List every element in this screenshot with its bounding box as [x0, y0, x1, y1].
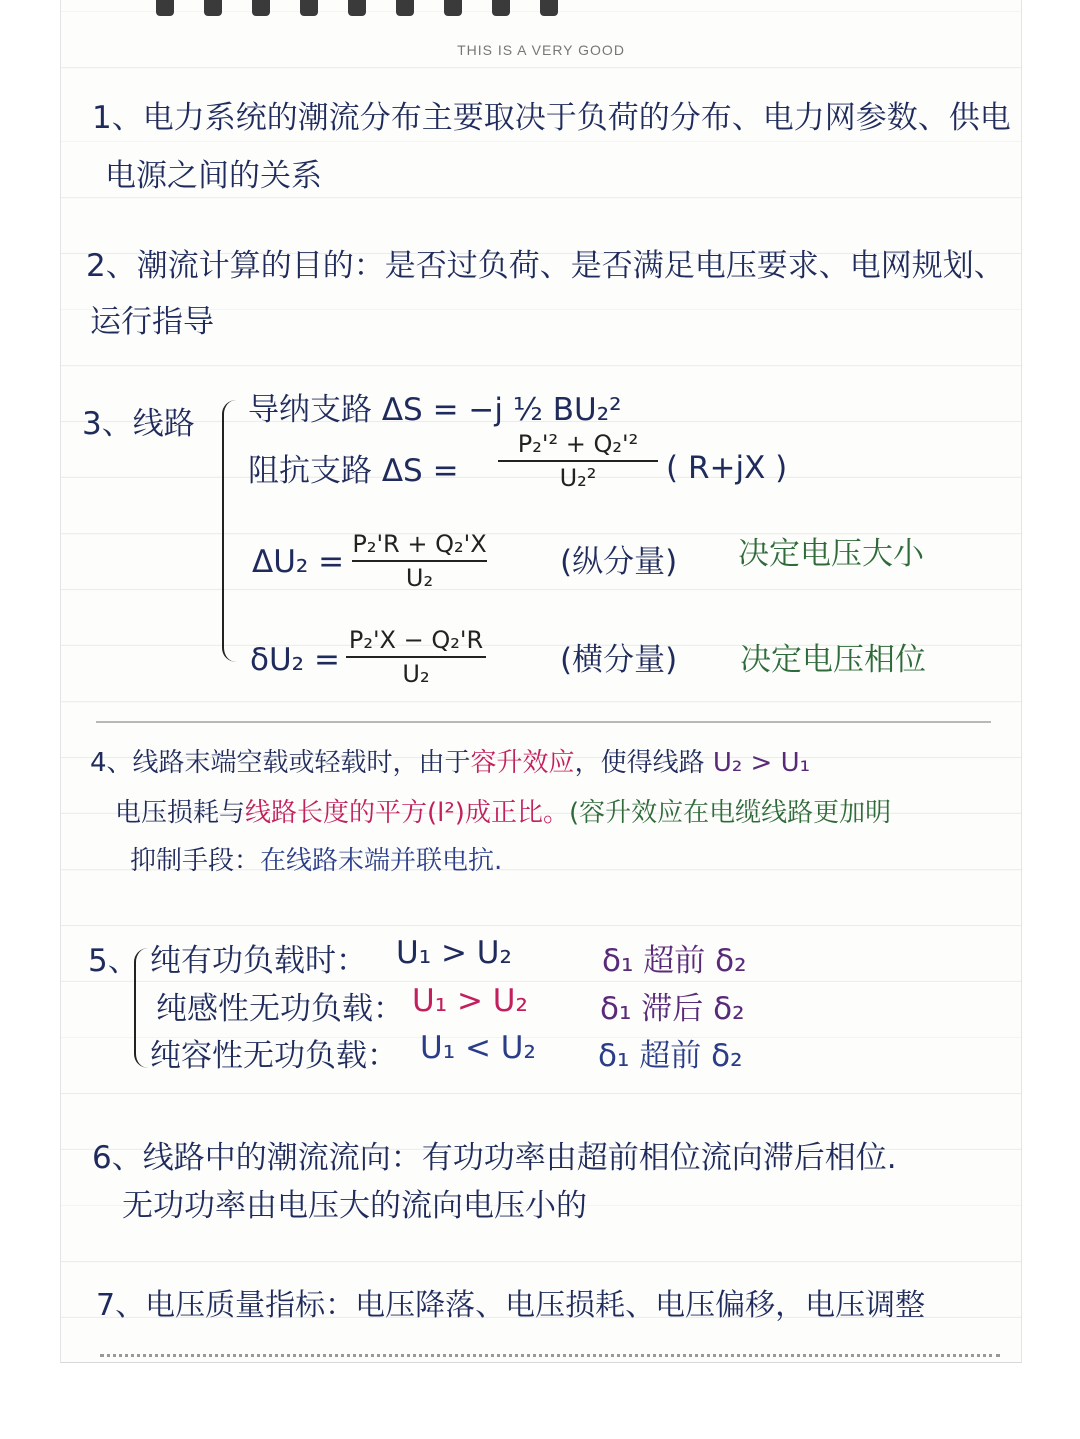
- su-component-name: (横分量): [560, 642, 678, 678]
- item1-line2: 电源之间的关系: [105, 158, 322, 194]
- impedance-numerator: P₂'² + Q₂'²: [517, 430, 639, 458]
- item5-row1-label: 纯有功负载时：: [150, 943, 367, 979]
- du-fraction: [352, 530, 487, 592]
- fraction-bar: [352, 560, 487, 562]
- item3-label: 3、线路: [82, 406, 195, 442]
- ring-icon: [540, 0, 558, 16]
- ring-icon: [492, 0, 510, 16]
- su-denominator: U₂: [402, 660, 430, 688]
- ring-icon: [252, 0, 270, 16]
- impedance-fraction: [498, 430, 658, 492]
- su-note: 决定电压相位: [740, 642, 926, 678]
- su-fraction: [346, 626, 486, 688]
- item5-row1-phase: δ₁ 超前 δ₂: [602, 943, 747, 979]
- item4-condition: U₂ > U₁: [712, 748, 811, 778]
- ring-icon: [156, 0, 174, 16]
- item7-line1: 7、电压质量指标：电压降落、电压损耗、电压偏移，电压调整: [96, 1288, 926, 1323]
- fraction-bar: [498, 460, 658, 462]
- impedance-tail: ( R+jX ): [666, 450, 788, 486]
- ring-icon: [300, 0, 318, 16]
- ring-icon: [396, 0, 414, 16]
- ring-icon: [204, 0, 222, 16]
- item3-brace: [222, 400, 238, 662]
- item5-row3-label: 纯容性无功负载：: [150, 1038, 398, 1074]
- item5-label: 5、: [88, 943, 139, 979]
- item4-line2: [115, 792, 891, 829]
- ring-icon: [444, 0, 462, 16]
- su-label: δU₂ =: [250, 642, 340, 678]
- item6-line1: 6、线路中的潮流流向：有功功率由超前相位流向滞后相位.: [92, 1140, 897, 1176]
- item4-text-b: ，使得线路: [574, 748, 705, 778]
- item5-row3-phase: δ₁ 超前 δ₂: [598, 1038, 743, 1074]
- du-numerator: P₂'R + Q₂'X: [352, 530, 487, 558]
- fraction-bar: [346, 656, 486, 658]
- item4-line3: [130, 840, 502, 877]
- item4-line1: [90, 742, 810, 779]
- impedance-denominator: U₂²: [559, 464, 597, 492]
- item2-line2: 运行指导: [90, 304, 214, 340]
- item4-highlight: 容升效应: [470, 748, 575, 778]
- du-note: 决定电压大小: [738, 536, 924, 572]
- du-denominator: U₂: [405, 564, 434, 592]
- item4-text-d: 抑制手段：: [130, 846, 261, 876]
- item5-brace: [134, 948, 148, 1068]
- admittance-formula: 导纳支路 ΔS = −j ½ BU₂²: [248, 392, 622, 428]
- item4-text-a: 4、线路末端空载或轻载时，由于: [90, 748, 471, 778]
- item4-aside: (容升效应在电缆线路更加明: [568, 798, 892, 828]
- ring-icon: [348, 0, 366, 16]
- su-numerator: P₂'X − Q₂'R: [348, 626, 484, 654]
- item4-relation: 线路长度的平方(l²)成正比。: [245, 798, 569, 828]
- du-component-name: (纵分量): [560, 544, 678, 580]
- bottom-dotted-edge: [100, 1354, 1000, 1357]
- section-divider: [96, 721, 991, 723]
- item2-line1: 2、潮流计算的目的：是否过负荷、是否满足电压要求、电网规划、: [86, 248, 1005, 284]
- page-header: THIS IS A VERY GOOD: [457, 42, 625, 58]
- item5-row2-phase: δ₁ 滞后 δ₂: [600, 991, 745, 1027]
- item5-row1-condition: U₁ > U₂: [396, 935, 512, 971]
- item5-row2-condition: U₁ > U₂: [412, 983, 528, 1019]
- item5-row2-label: 纯感性无功负载：: [156, 991, 404, 1027]
- du-label: ΔU₂ =: [252, 544, 345, 580]
- item1-line1: 1、电力系统的潮流分布主要取决于负荷的分布、电力网参数、供电: [92, 100, 1011, 136]
- item6-line2: 无功功率由电压大的流向电压小的: [122, 1188, 587, 1224]
- item5-row3-condition: U₁ < U₂: [420, 1030, 536, 1066]
- item4-method: 在线路末端并联电抗.: [260, 846, 503, 876]
- item4-text-c: 电压损耗与: [115, 798, 246, 828]
- impedance-label: 阻抗支路 ΔS =: [248, 453, 459, 489]
